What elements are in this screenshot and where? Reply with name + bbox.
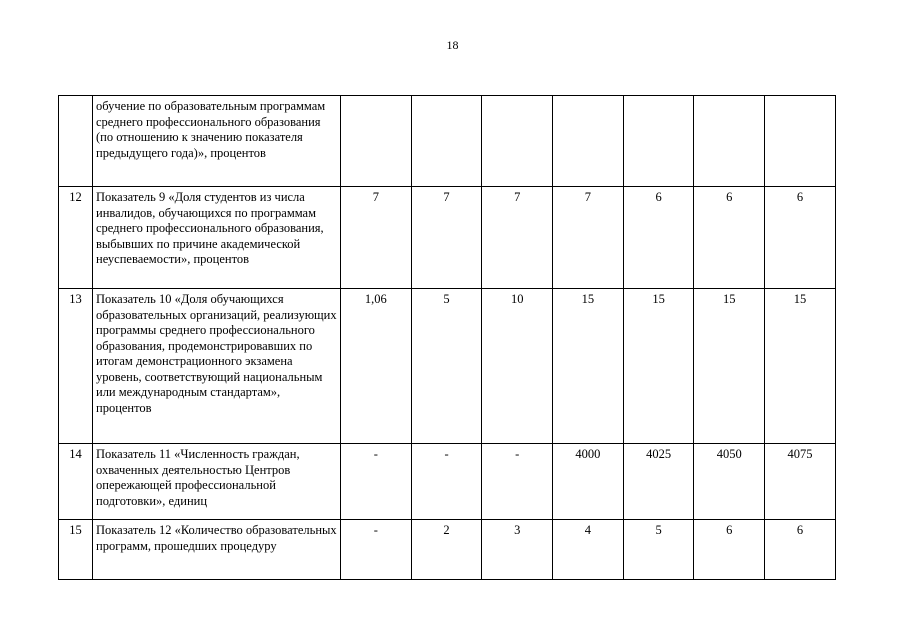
- indicator-value: [623, 96, 694, 187]
- indicator-value: [694, 96, 765, 187]
- indicator-value: [341, 96, 412, 187]
- indicator-value: 7: [411, 187, 482, 289]
- indicator-value: 3: [482, 520, 553, 580]
- row-number: 15: [59, 520, 93, 580]
- indicator-value: 6: [694, 187, 765, 289]
- indicator-value: 4: [553, 520, 624, 580]
- indicator-name: Показатель 12 «Количество образовательных программ, прошедших процедуру: [93, 520, 341, 580]
- indicator-value: 10: [482, 289, 553, 444]
- indicator-value: -: [341, 520, 412, 580]
- indicator-value: 4000: [553, 444, 624, 520]
- table-row: [59, 520, 836, 580]
- table-row: [59, 187, 836, 289]
- indicator-value: -: [482, 444, 553, 520]
- indicator-value: 6: [765, 187, 836, 289]
- indicator-value: 7: [553, 187, 624, 289]
- row-number: 12: [59, 187, 93, 289]
- page-number: 18: [446, 38, 459, 52]
- indicators-table: [58, 95, 836, 580]
- indicator-value: 7: [341, 187, 412, 289]
- indicator-value: -: [341, 444, 412, 520]
- indicator-value: [482, 96, 553, 187]
- table-body: [59, 96, 836, 580]
- indicator-value: 4050: [694, 444, 765, 520]
- table-row: [59, 444, 836, 520]
- indicator-value: 6: [765, 520, 836, 580]
- indicator-value: 15: [765, 289, 836, 444]
- row-number: 13: [59, 289, 93, 444]
- indicator-value: [553, 96, 624, 187]
- table-row: [59, 96, 836, 187]
- indicator-value: [411, 96, 482, 187]
- indicator-value: 5: [411, 289, 482, 444]
- indicator-name: обучение по образовательным программам среднего профессионального образования (по отношению к значению показателя предыдущего года)», процентов: [93, 96, 341, 187]
- indicator-value: 7: [482, 187, 553, 289]
- indicator-value: 15: [623, 289, 694, 444]
- indicator-value: [765, 96, 836, 187]
- indicator-name: Показатель 9 «Доля студентов из числа инвалидов, обучающихся по программам среднего профессионального образования, выбывших по причине академической неуспеваемости», процентов: [93, 187, 341, 289]
- indicator-value: -: [411, 444, 482, 520]
- indicator-value: 4075: [765, 444, 836, 520]
- indicator-value: 4025: [623, 444, 694, 520]
- indicator-value: 6: [694, 520, 765, 580]
- row-number: 14: [59, 444, 93, 520]
- indicator-name: Показатель 10 «Доля обучающихся образовательных организаций, реализующих программы среднего профессионального образования, продемонстрировавших по итогам демонстрационного экзамена уровень, соответствующий национальным или международным стандартам», процентов: [93, 289, 341, 444]
- indicator-value: 5: [623, 520, 694, 580]
- indicator-value: 6: [623, 187, 694, 289]
- indicator-value: 2: [411, 520, 482, 580]
- indicator-name: Показатель 11 «Численность граждан, охваченных деятельностью Центров опережающей профессиональной подготовки», единиц: [93, 444, 341, 520]
- indicator-value: 15: [694, 289, 765, 444]
- indicator-value: 15: [553, 289, 624, 444]
- indicator-value: 1,06: [341, 289, 412, 444]
- table-row: [59, 289, 836, 444]
- row-number: [59, 96, 93, 187]
